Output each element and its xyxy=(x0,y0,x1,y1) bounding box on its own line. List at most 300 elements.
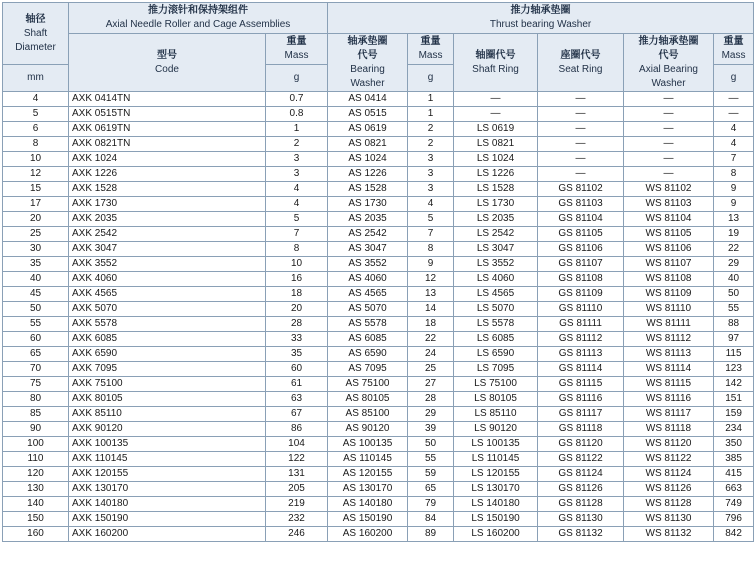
mass-cell: 33 xyxy=(266,332,328,347)
code-cell: AXK 0515TN xyxy=(69,107,266,122)
bearing-washer-cell: AS 4060 xyxy=(328,272,408,287)
code-cell: AXK 0619TN xyxy=(69,122,266,137)
shaft-ring-cell: LS 4060 xyxy=(454,272,538,287)
axial-washer-mass-cell: 842 xyxy=(714,527,754,542)
washer-mass-cell: 8 xyxy=(408,242,454,257)
seat-ring-cell: GS 81130 xyxy=(538,512,624,527)
bearing-washer-cell: AS 1528 xyxy=(328,182,408,197)
bearing-spec-table xyxy=(2,2,754,542)
mass-cell: 5 xyxy=(266,212,328,227)
table-row xyxy=(3,437,754,452)
axial-washer-cell: WS 81113 xyxy=(624,347,714,362)
axial-washer-mass-cell: 142 xyxy=(714,377,754,392)
code-cell: AXK 2035 xyxy=(69,212,266,227)
mass-cell: 0.7 xyxy=(266,92,328,107)
seat-ring-cell: GS 81105 xyxy=(538,227,624,242)
shaft-diameter-cell: 30 xyxy=(3,242,69,257)
axial-washer-mass-cell: 123 xyxy=(714,362,754,377)
mass-cell: 219 xyxy=(266,497,328,512)
table-row xyxy=(3,272,754,287)
mass-cell: 8 xyxy=(266,242,328,257)
shaft-ring-cell: — xyxy=(454,107,538,122)
axial-washer-mass-cell: 663 xyxy=(714,482,754,497)
washer-mass-cell: 55 xyxy=(408,452,454,467)
axial-washer-cell: WS 81120 xyxy=(624,437,714,452)
axial-washer-mass-cell: 9 xyxy=(714,197,754,212)
axial-washer-mass-cell: 159 xyxy=(714,407,754,422)
table-row xyxy=(3,407,754,422)
mass-cell: 67 xyxy=(266,407,328,422)
shaft-diameter-cell: 130 xyxy=(3,482,69,497)
seat-ring-cell: — xyxy=(538,92,624,107)
shaft-diameter-cell: 20 xyxy=(3,212,69,227)
table-row xyxy=(3,347,754,362)
code-cell: AXK 0414TN xyxy=(69,92,266,107)
code-cell: AXK 1024 xyxy=(69,152,266,167)
seat-ring-cell: — xyxy=(538,107,624,122)
code-cell: AXK 1226 xyxy=(69,167,266,182)
shaft-diameter-cell: 65 xyxy=(3,347,69,362)
axial-washer-cell: WS 81130 xyxy=(624,512,714,527)
shaft-ring-cell: LS 85110 xyxy=(454,407,538,422)
axial-washer-cell: — xyxy=(624,152,714,167)
table-row xyxy=(3,302,754,317)
shaft-ring-cell: LS 100135 xyxy=(454,437,538,452)
bearing-washer-cell: AS 4565 xyxy=(328,287,408,302)
mass-cell: 35 xyxy=(266,347,328,362)
washer-mass-cell: 28 xyxy=(408,392,454,407)
axial-washer-cell: — xyxy=(624,92,714,107)
washer-mass-cell: 3 xyxy=(408,182,454,197)
axial-washer-mass-cell: 4 xyxy=(714,122,754,137)
seat-ring-cell: GS 81103 xyxy=(538,197,624,212)
axial-washer-mass-cell: 415 xyxy=(714,467,754,482)
axial-washer-mass-cell: 50 xyxy=(714,287,754,302)
shaft-ring-cell: LS 6590 xyxy=(454,347,538,362)
axial-washer-cell: WS 81122 xyxy=(624,452,714,467)
shaft-diameter-cell: 12 xyxy=(3,167,69,182)
code-cell: AXK 6085 xyxy=(69,332,266,347)
mass-cell: 205 xyxy=(266,482,328,497)
bearing-washer-cell: AS 110145 xyxy=(328,452,408,467)
bearing-washer-cell: AS 5578 xyxy=(328,317,408,332)
washer-mass-cell: 2 xyxy=(408,137,454,152)
table-row xyxy=(3,467,754,482)
table-row xyxy=(3,527,754,542)
axial-washer-cell: — xyxy=(624,122,714,137)
axial-washer-cell: WS 81104 xyxy=(624,212,714,227)
code-cell: AXK 110145 xyxy=(69,452,266,467)
mass-cell: 122 xyxy=(266,452,328,467)
code-cell: AXK 4565 xyxy=(69,287,266,302)
washer-group-header: 推力轴承垫圈 Thrust bearing Washer xyxy=(328,3,754,34)
shaft-diameter-unit: mm xyxy=(3,65,69,92)
bearing-washer-cell: AS 5070 xyxy=(328,302,408,317)
table-row xyxy=(3,362,754,377)
axial-washer-cell: WS 81115 xyxy=(624,377,714,392)
washer-mass-cell: 3 xyxy=(408,152,454,167)
bearing-washer-header: 轴承垫圈 代号 Bearing Washer xyxy=(328,34,408,92)
code-cell: AXK 100135 xyxy=(69,437,266,452)
mass-cell: 28 xyxy=(266,317,328,332)
bearing-washer-cell: AS 6085 xyxy=(328,332,408,347)
code-header: 型号 Code xyxy=(69,34,266,92)
shaft-diameter-cell: 25 xyxy=(3,227,69,242)
bearing-washer-cell: AS 100135 xyxy=(328,437,408,452)
washer-mass-cell: 89 xyxy=(408,527,454,542)
axial-washer-cell: WS 81114 xyxy=(624,362,714,377)
shaft-ring-cell: LS 3047 xyxy=(454,242,538,257)
table-row xyxy=(3,392,754,407)
axial-washer-cell: WS 81117 xyxy=(624,407,714,422)
shaft-ring-cell: LS 1528 xyxy=(454,182,538,197)
axial-washer-mass-cell: 55 xyxy=(714,302,754,317)
mass-unit-2: g xyxy=(408,65,454,92)
shaft-ring-cell: LS 0619 xyxy=(454,122,538,137)
washer-mass-cell: 18 xyxy=(408,317,454,332)
shaft-diameter-cell: 45 xyxy=(3,287,69,302)
table-row xyxy=(3,287,754,302)
bearing-washer-cell: AS 0515 xyxy=(328,107,408,122)
mass-cell: 131 xyxy=(266,467,328,482)
bearing-washer-cell: AS 7095 xyxy=(328,362,408,377)
axial-washer-mass-cell: 385 xyxy=(714,452,754,467)
mass-cell: 63 xyxy=(266,392,328,407)
shaft-ring-cell: LS 110145 xyxy=(454,452,538,467)
bearing-washer-cell: AS 140180 xyxy=(328,497,408,512)
mass-header-2: 重量 Mass xyxy=(408,34,454,65)
seat-ring-cell: GS 81113 xyxy=(538,347,624,362)
table-row xyxy=(3,257,754,272)
bearing-washer-cell: AS 3552 xyxy=(328,257,408,272)
seat-ring-cell: GS 81128 xyxy=(538,497,624,512)
washer-mass-cell: 24 xyxy=(408,347,454,362)
bearing-washer-cell: AS 0821 xyxy=(328,137,408,152)
table-row xyxy=(3,182,754,197)
shaft-ring-cell: — xyxy=(454,92,538,107)
table-row xyxy=(3,317,754,332)
axial-washer-mass-cell: — xyxy=(714,107,754,122)
mass-cell: 104 xyxy=(266,437,328,452)
bearing-washer-cell: AS 90120 xyxy=(328,422,408,437)
shaft-diameter-cell: 160 xyxy=(3,527,69,542)
table-row xyxy=(3,167,754,182)
shaft-ring-cell: LS 4565 xyxy=(454,287,538,302)
mass-cell: 18 xyxy=(266,287,328,302)
seat-ring-cell: GS 81124 xyxy=(538,467,624,482)
axial-washer-cell: WS 81132 xyxy=(624,527,714,542)
bearing-washer-cell: AS 0619 xyxy=(328,122,408,137)
washer-mass-cell: 59 xyxy=(408,467,454,482)
axial-washer-mass-cell: 151 xyxy=(714,392,754,407)
bearing-washer-cell: AS 85100 xyxy=(328,407,408,422)
shaft-ring-cell: LS 5578 xyxy=(454,317,538,332)
mass-cell: 86 xyxy=(266,422,328,437)
axial-washer-mass-cell: 22 xyxy=(714,242,754,257)
axial-washer-mass-cell: 40 xyxy=(714,272,754,287)
seat-ring-header: 座圈代号 Seat Ring xyxy=(538,34,624,92)
shaft-ring-cell: LS 140180 xyxy=(454,497,538,512)
code-cell: AXK 6590 xyxy=(69,347,266,362)
washer-mass-cell: 79 xyxy=(408,497,454,512)
axial-washer-cell: WS 81110 xyxy=(624,302,714,317)
code-cell: AXK 3552 xyxy=(69,257,266,272)
seat-ring-cell: — xyxy=(538,167,624,182)
shaft-diameter-header: 轴径 Shaft Diameter xyxy=(3,3,69,65)
table-row xyxy=(3,512,754,527)
shaft-ring-cell: LS 0821 xyxy=(454,137,538,152)
shaft-diameter-cell: 8 xyxy=(3,137,69,152)
washer-mass-cell: 7 xyxy=(408,227,454,242)
mass-cell: 1 xyxy=(266,122,328,137)
axial-washer-cell: WS 81109 xyxy=(624,287,714,302)
axial-washer-mass-cell: 97 xyxy=(714,332,754,347)
mass-cell: 246 xyxy=(266,527,328,542)
shaft-diameter-cell: 17 xyxy=(3,197,69,212)
axial-washer-cell: WS 81116 xyxy=(624,392,714,407)
code-cell: AXK 120155 xyxy=(69,467,266,482)
mass-unit-3: g xyxy=(714,65,754,92)
code-cell: AXK 7095 xyxy=(69,362,266,377)
axial-washer-mass-cell: 88 xyxy=(714,317,754,332)
mass-cell: 10 xyxy=(266,257,328,272)
code-cell: AXK 3047 xyxy=(69,242,266,257)
washer-mass-cell: 9 xyxy=(408,257,454,272)
axial-washer-mass-cell: — xyxy=(714,92,754,107)
code-cell: AXK 90120 xyxy=(69,422,266,437)
seat-ring-cell: GS 81110 xyxy=(538,302,624,317)
axial-washer-mass-cell: 7 xyxy=(714,152,754,167)
axial-washer-mass-cell: 9 xyxy=(714,182,754,197)
shaft-ring-cell: LS 1226 xyxy=(454,167,538,182)
shaft-diameter-cell: 6 xyxy=(3,122,69,137)
code-cell: AXK 75100 xyxy=(69,377,266,392)
table-row xyxy=(3,332,754,347)
axial-washer-header: 推力轴承垫圈 代号 Axial Bearing Washer xyxy=(624,34,714,92)
shaft-diameter-cell: 140 xyxy=(3,497,69,512)
bearing-washer-cell: AS 150190 xyxy=(328,512,408,527)
washer-mass-cell: 5 xyxy=(408,212,454,227)
code-cell: AXK 140180 xyxy=(69,497,266,512)
shaft-diameter-cell: 15 xyxy=(3,182,69,197)
shaft-ring-cell: LS 2035 xyxy=(454,212,538,227)
shaft-diameter-cell: 40 xyxy=(3,272,69,287)
bearing-washer-cell: AS 75100 xyxy=(328,377,408,392)
seat-ring-cell: GS 81111 xyxy=(538,317,624,332)
axial-washer-mass-cell: 350 xyxy=(714,437,754,452)
washer-mass-cell: 1 xyxy=(408,92,454,107)
axial-washer-mass-cell: 8 xyxy=(714,167,754,182)
axial-washer-mass-cell: 13 xyxy=(714,212,754,227)
axial-washer-cell: WS 81105 xyxy=(624,227,714,242)
axial-washer-mass-cell: 749 xyxy=(714,497,754,512)
seat-ring-cell: GS 81132 xyxy=(538,527,624,542)
axial-washer-mass-cell: 115 xyxy=(714,347,754,362)
seat-ring-cell: GS 81102 xyxy=(538,182,624,197)
mass-cell: 0.8 xyxy=(266,107,328,122)
seat-ring-cell: — xyxy=(538,152,624,167)
axial-washer-cell: WS 81108 xyxy=(624,272,714,287)
axial-washer-cell: — xyxy=(624,137,714,152)
washer-mass-cell: 4 xyxy=(408,197,454,212)
bearing-washer-cell: AS 1730 xyxy=(328,197,408,212)
washer-mass-cell: 84 xyxy=(408,512,454,527)
shaft-ring-cell: LS 1024 xyxy=(454,152,538,167)
code-cell: AXK 80105 xyxy=(69,392,266,407)
mass-cell: 60 xyxy=(266,362,328,377)
seat-ring-cell: GS 81106 xyxy=(538,242,624,257)
seat-ring-cell: GS 81112 xyxy=(538,332,624,347)
bearing-washer-cell: AS 2542 xyxy=(328,227,408,242)
axial-washer-cell: WS 81106 xyxy=(624,242,714,257)
shaft-diameter-cell: 120 xyxy=(3,467,69,482)
axial-washer-mass-cell: 4 xyxy=(714,137,754,152)
axial-washer-mass-cell: 19 xyxy=(714,227,754,242)
shaft-ring-cell: LS 1730 xyxy=(454,197,538,212)
seat-ring-cell: GS 81116 xyxy=(538,392,624,407)
mass-cell: 4 xyxy=(266,182,328,197)
bearing-washer-cell: AS 2035 xyxy=(328,212,408,227)
axial-washer-mass-cell: 234 xyxy=(714,422,754,437)
shaft-diameter-cell: 150 xyxy=(3,512,69,527)
seat-ring-cell: GS 81126 xyxy=(538,482,624,497)
shaft-ring-cell: LS 5070 xyxy=(454,302,538,317)
shaft-diameter-cell: 70 xyxy=(3,362,69,377)
table-row xyxy=(3,227,754,242)
washer-mass-cell: 13 xyxy=(408,287,454,302)
washer-mass-cell: 65 xyxy=(408,482,454,497)
bearing-washer-cell: AS 0414 xyxy=(328,92,408,107)
code-cell: AXK 5578 xyxy=(69,317,266,332)
washer-mass-cell: 2 xyxy=(408,122,454,137)
bearing-washer-cell: AS 1226 xyxy=(328,167,408,182)
axial-washer-cell: WS 81118 xyxy=(624,422,714,437)
shaft-ring-cell: LS 75100 xyxy=(454,377,538,392)
washer-mass-cell: 27 xyxy=(408,377,454,392)
mass-cell: 2 xyxy=(266,137,328,152)
shaft-diameter-cell: 75 xyxy=(3,377,69,392)
bearing-washer-cell: AS 160200 xyxy=(328,527,408,542)
mass-header-3: 重量 Mass xyxy=(714,34,754,65)
table-row xyxy=(3,377,754,392)
axial-washer-mass-cell: 796 xyxy=(714,512,754,527)
washer-mass-cell: 29 xyxy=(408,407,454,422)
shaft-diameter-cell: 80 xyxy=(3,392,69,407)
shaft-ring-cell: LS 3552 xyxy=(454,257,538,272)
bearing-washer-cell: AS 130170 xyxy=(328,482,408,497)
shaft-ring-cell: LS 90120 xyxy=(454,422,538,437)
seat-ring-cell: — xyxy=(538,137,624,152)
shaft-diameter-cell: 85 xyxy=(3,407,69,422)
washer-mass-cell: 1 xyxy=(408,107,454,122)
seat-ring-cell: GS 81109 xyxy=(538,287,624,302)
table-row xyxy=(3,152,754,167)
shaft-diameter-cell: 50 xyxy=(3,302,69,317)
mass-unit-1: g xyxy=(266,65,328,92)
axial-washer-mass-cell: 29 xyxy=(714,257,754,272)
mass-cell: 3 xyxy=(266,152,328,167)
washer-mass-cell: 22 xyxy=(408,332,454,347)
mass-cell: 61 xyxy=(266,377,328,392)
shaft-ring-cell: LS 130170 xyxy=(454,482,538,497)
mass-cell: 16 xyxy=(266,272,328,287)
code-cell: AXK 1730 xyxy=(69,197,266,212)
shaft-diameter-cell: 10 xyxy=(3,152,69,167)
mass-cell: 7 xyxy=(266,227,328,242)
washer-mass-cell: 25 xyxy=(408,362,454,377)
seat-ring-cell: GS 81118 xyxy=(538,422,624,437)
axial-washer-cell: WS 81103 xyxy=(624,197,714,212)
table-row xyxy=(3,242,754,257)
axial-washer-cell: WS 81126 xyxy=(624,482,714,497)
code-cell: AXK 4060 xyxy=(69,272,266,287)
code-cell: AXK 5070 xyxy=(69,302,266,317)
axial-washer-cell: WS 81111 xyxy=(624,317,714,332)
shaft-ring-header: 轴圈代号 Shaft Ring xyxy=(454,34,538,92)
seat-ring-cell: GS 81122 xyxy=(538,452,624,467)
axial-washer-cell: WS 81102 xyxy=(624,182,714,197)
shaft-ring-cell: LS 2542 xyxy=(454,227,538,242)
shaft-diameter-cell: 4 xyxy=(3,92,69,107)
shaft-diameter-cell: 110 xyxy=(3,452,69,467)
table-row xyxy=(3,452,754,467)
seat-ring-cell: GS 81108 xyxy=(538,272,624,287)
code-cell: AXK 1528 xyxy=(69,182,266,197)
shaft-ring-cell: LS 80105 xyxy=(454,392,538,407)
shaft-diameter-cell: 60 xyxy=(3,332,69,347)
axial-washer-cell: WS 81124 xyxy=(624,467,714,482)
assembly-group-header: 推力滚针和保持架组件 Axial Needle Roller and Cage Assemblies xyxy=(69,3,328,34)
bearing-washer-cell: AS 120155 xyxy=(328,467,408,482)
washer-mass-cell: 3 xyxy=(408,167,454,182)
code-cell: AXK 160200 xyxy=(69,527,266,542)
shaft-ring-cell: LS 6085 xyxy=(454,332,538,347)
table-row xyxy=(3,422,754,437)
axial-washer-cell: WS 81112 xyxy=(624,332,714,347)
seat-ring-cell: — xyxy=(538,122,624,137)
washer-mass-cell: 39 xyxy=(408,422,454,437)
bearing-washer-cell: AS 6590 xyxy=(328,347,408,362)
mass-cell: 20 xyxy=(266,302,328,317)
code-cell: AXK 2542 xyxy=(69,227,266,242)
shaft-diameter-cell: 100 xyxy=(3,437,69,452)
shaft-diameter-cell: 35 xyxy=(3,257,69,272)
shaft-diameter-cell: 90 xyxy=(3,422,69,437)
mass-cell: 4 xyxy=(266,197,328,212)
table-body xyxy=(3,92,754,542)
shaft-ring-cell: LS 120155 xyxy=(454,467,538,482)
table-row xyxy=(3,92,754,107)
code-cell: AXK 85110 xyxy=(69,407,266,422)
mass-cell: 232 xyxy=(266,512,328,527)
shaft-diameter-cell: 5 xyxy=(3,107,69,122)
code-cell: AXK 150190 xyxy=(69,512,266,527)
shaft-ring-cell: LS 150190 xyxy=(454,512,538,527)
seat-ring-cell: GS 81115 xyxy=(538,377,624,392)
axial-washer-cell: WS 81128 xyxy=(624,497,714,512)
shaft-diameter-cell: 55 xyxy=(3,317,69,332)
code-cell: AXK 0821TN xyxy=(69,137,266,152)
table-row xyxy=(3,197,754,212)
shaft-ring-cell: LS 160200 xyxy=(454,527,538,542)
axial-washer-cell: — xyxy=(624,107,714,122)
seat-ring-cell: GS 81117 xyxy=(538,407,624,422)
seat-ring-cell: GS 81104 xyxy=(538,212,624,227)
axial-washer-cell: — xyxy=(624,167,714,182)
table-row xyxy=(3,137,754,152)
table-row xyxy=(3,482,754,497)
mass-header-1: 重量 Mass xyxy=(266,34,328,65)
